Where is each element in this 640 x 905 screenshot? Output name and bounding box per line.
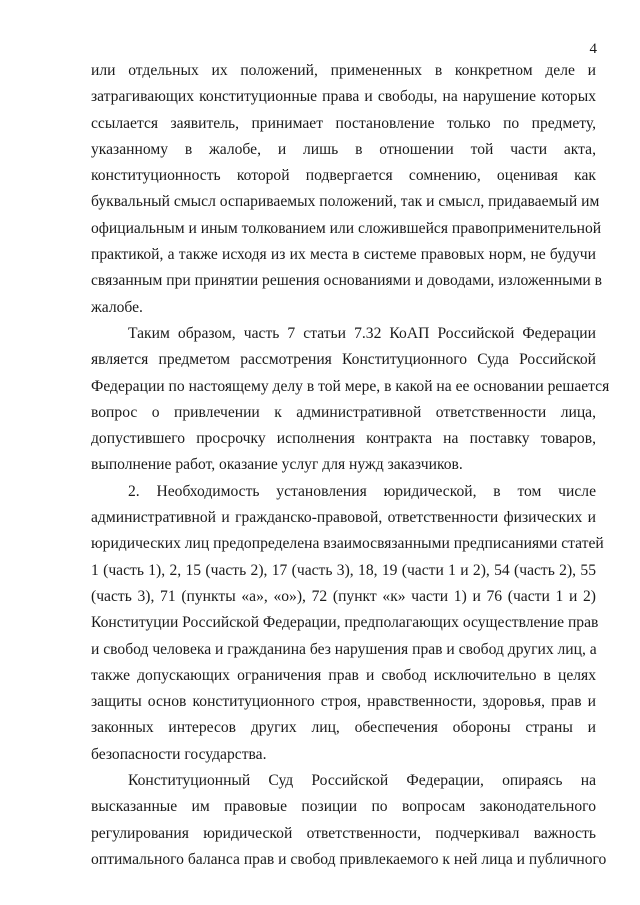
paragraph-1 — [91, 58, 603, 321]
text-line: указанному в жалобе, и лишь в отношении той части акта, — [91, 140, 596, 158]
text-line: 2. Необходимость установления юридической, в том числе — [128, 482, 596, 500]
text-line: административной и гражданско-правовой, ответственности физических и — [91, 509, 596, 527]
text-line: (часть 3), 71 (пункты «а», «о»), 72 (пункт «к» части 1) и 76 (части 1 и 2) — [91, 587, 596, 605]
text-line: или отдельных их положений, примененных в конкретном деле и — [91, 62, 596, 79]
text-line: конституционность которой подвергается сомнению, оценивая как — [91, 167, 596, 185]
text-line: регулирования юридической ответственности, подчеркивал важность — [91, 824, 596, 842]
paragraph-2 — [91, 321, 610, 479]
text-line: ссылается заявитель, принимает постановление только по предмету, — [91, 114, 596, 132]
text-line: практикой, а также исходя из их места в системе правовых норм, не будучи — [91, 246, 596, 264]
text-line: Конституционный Суд Российской Федерации, опираясь на — [128, 772, 596, 790]
text-line: Конституции Российской Федерации, предполагающих осуществление прав — [91, 614, 599, 632]
text-line: буквальный смысл оспариваемых положений, так и смысл, придаваемый им — [91, 193, 600, 211]
text-line: юридических лиц предопределена взаимосвязанными предписаниями статей — [91, 535, 604, 553]
paragraph-4 — [91, 768, 607, 873]
text-line: защиты основ конституционного строя, нравственности, здоровья, прав и — [91, 693, 596, 711]
text-line: и свобод человека и гражданина без нарушения прав и свобод других лиц, а — [91, 640, 597, 658]
text-line: вопрос о привлечении к административной ответственности лица, — [91, 403, 596, 421]
text-line: выполнение работ, оказание услуг для нужд заказчиков. — [91, 456, 463, 474]
text-line: Таким образом, часть 7 статьи 7.32 КоАП Российской Федерации — [128, 324, 596, 342]
text-line: допустившего просрочку исполнения контракта на поставку товаров, — [91, 430, 596, 448]
text-line: Федерации по настоящему делу в той мере, в какой на ее основании решается — [91, 377, 610, 395]
text-line: жалобе. — [91, 298, 143, 316]
text-line: 1 (часть 1), 2, 15 (часть 2), 17 (часть 3), 18, 19 (части 1 и 2), 54 (часть 2), 55 — [91, 561, 596, 579]
paragraph-3 — [91, 479, 604, 768]
text-line: затрагивающих конституционные права и свободы, на нарушение которых — [91, 88, 596, 106]
text-line: высказанные им правовые позиции по вопросам законодательного — [91, 798, 596, 816]
text-line: оптимального баланса прав и свобод привлекаемого к ней лица и публичного — [91, 850, 607, 868]
text-line: официальным и иным толкованием или сложившейся правоприменительной — [91, 219, 602, 237]
text-line: является предметом рассмотрения Конституционного Суда Российской — [91, 351, 596, 369]
text-line: связанным при принятии решения основаниями и доводами, изложенными в — [91, 272, 603, 290]
body-text — [91, 58, 610, 873]
page-number: 4 — [589, 41, 597, 57]
text-line: законных интересов других лиц, обеспечения обороны страны и — [91, 719, 596, 737]
text-line: также допускающих ограничения прав и свобод исключительно в целях — [91, 666, 596, 684]
text-line: безопасности государства. — [91, 745, 267, 763]
